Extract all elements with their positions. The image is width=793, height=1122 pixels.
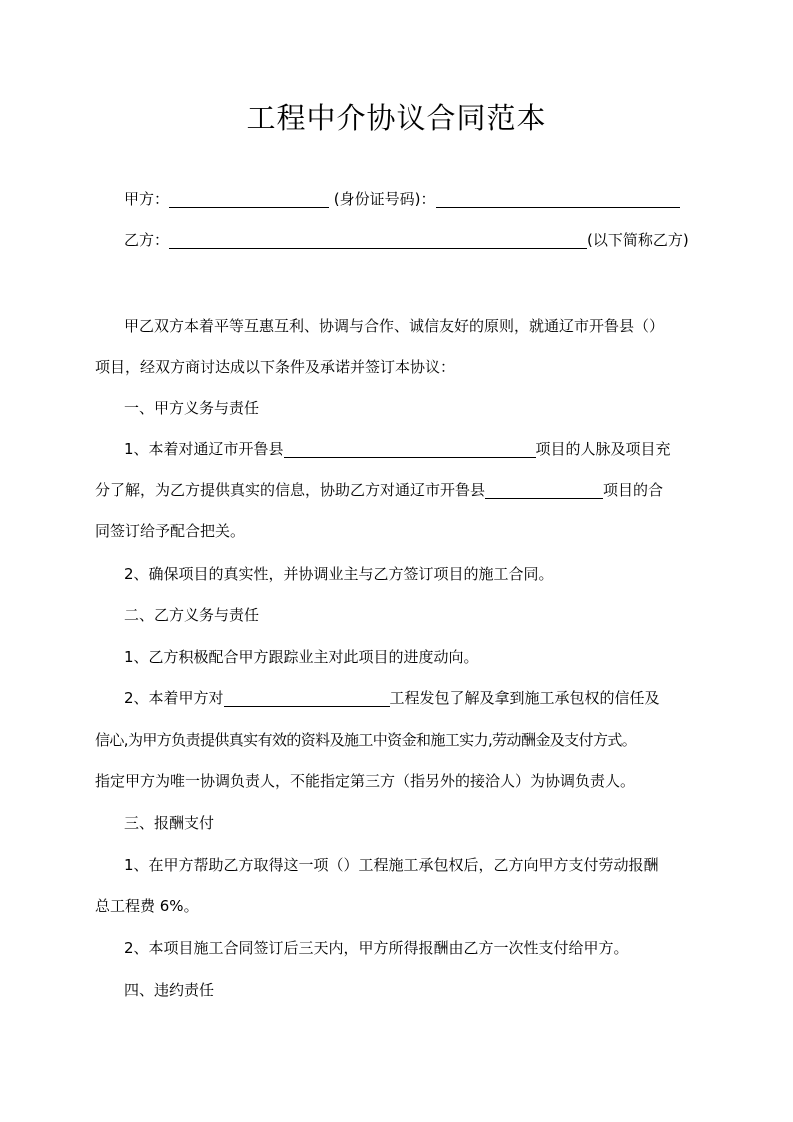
party-b-line: [124, 229, 734, 251]
document-title: 工程中介协议合同范本: [246, 101, 547, 135]
s1-item1-text-c: 分了解，为乙方提供真实的信息，协助乙方对通辽市开鲁县: [95, 481, 486, 499]
section-2-item-2-line-2: 信心,为甲方负责提供真实有效的资料及施工中资金和施工实力,劳动酬金及支付方式。: [95, 731, 637, 749]
section-1-item-1-line-1: [124, 438, 734, 460]
section-2-item-1: 1、乙方积极配合甲方跟踪业主对此项目的进度动向。: [124, 648, 479, 666]
s2-item2-text-a: 2、本着甲方对: [124, 689, 224, 707]
section-1-item-2: 2、确保项目的真实性，并协调业主与乙方签订项目的施工合同。: [124, 565, 554, 583]
section-1-item-1-line-3: 同签订给予配合把关。: [95, 522, 246, 540]
intro-line-1: 甲乙双方本着平等互惠互利、协调与合作、诚信友好的原则，就通辽市开鲁县（）: [124, 317, 665, 335]
section-2-item-2-line-3: 指定甲方为唯一协调负责人，不能指定第三方（指另外的接洽人）为协调负责人。: [95, 772, 636, 790]
section-1-heading: 一、甲方义务与责任: [124, 399, 260, 417]
party-a-id-blank[interactable]: [436, 191, 680, 208]
intro-line-2: 项目，经双方商讨达成以下条件及承诺并签订本协议：: [95, 358, 456, 376]
s1-item1-text-d: 项目的合: [603, 481, 664, 499]
section-2-heading: 二、乙方义务与责任: [124, 606, 260, 624]
section-4-heading: 四、违约责任: [124, 981, 215, 999]
party-b-suffix: (以下简称乙方): [587, 231, 689, 249]
party-a-label: 甲方：: [124, 190, 170, 208]
party-a-id-label: (身份证号码)：: [333, 190, 436, 208]
s1-item1-text-a: 1、本着对通辽市开鲁县: [124, 440, 284, 458]
s1-item1-project-blank-2[interactable]: [485, 482, 603, 499]
party-a-name-blank[interactable]: [169, 191, 329, 208]
s2-item2-text-b: 工程发包了解及拿到施工承包权的信任及: [389, 689, 660, 707]
party-b-label: 乙方：: [124, 231, 170, 249]
section-3-item-1-line-2: 总工程费 6%。: [95, 897, 199, 915]
section-3-heading: 三、报酬支付: [124, 814, 215, 832]
party-a-line: [124, 188, 734, 210]
s1-item1-text-b: 项目的人脉及项目充: [535, 440, 671, 458]
party-b-name-blank[interactable]: [169, 232, 587, 249]
section-3-item-2: 2、本项目施工合同签订后三天内，甲方所得报酬由乙方一次性支付给甲方。: [124, 939, 629, 957]
section-2-item-2-line-1: [124, 687, 734, 709]
s2-item2-project-blank[interactable]: [224, 690, 390, 707]
section-1-item-1-line-2: [95, 479, 705, 501]
section-3-item-1-line-1: 1、在甲方帮助乙方取得这一项（）工程施工承包权后，乙方向甲方支付劳动报酬: [124, 856, 659, 874]
s1-item1-project-blank[interactable]: [284, 441, 536, 458]
